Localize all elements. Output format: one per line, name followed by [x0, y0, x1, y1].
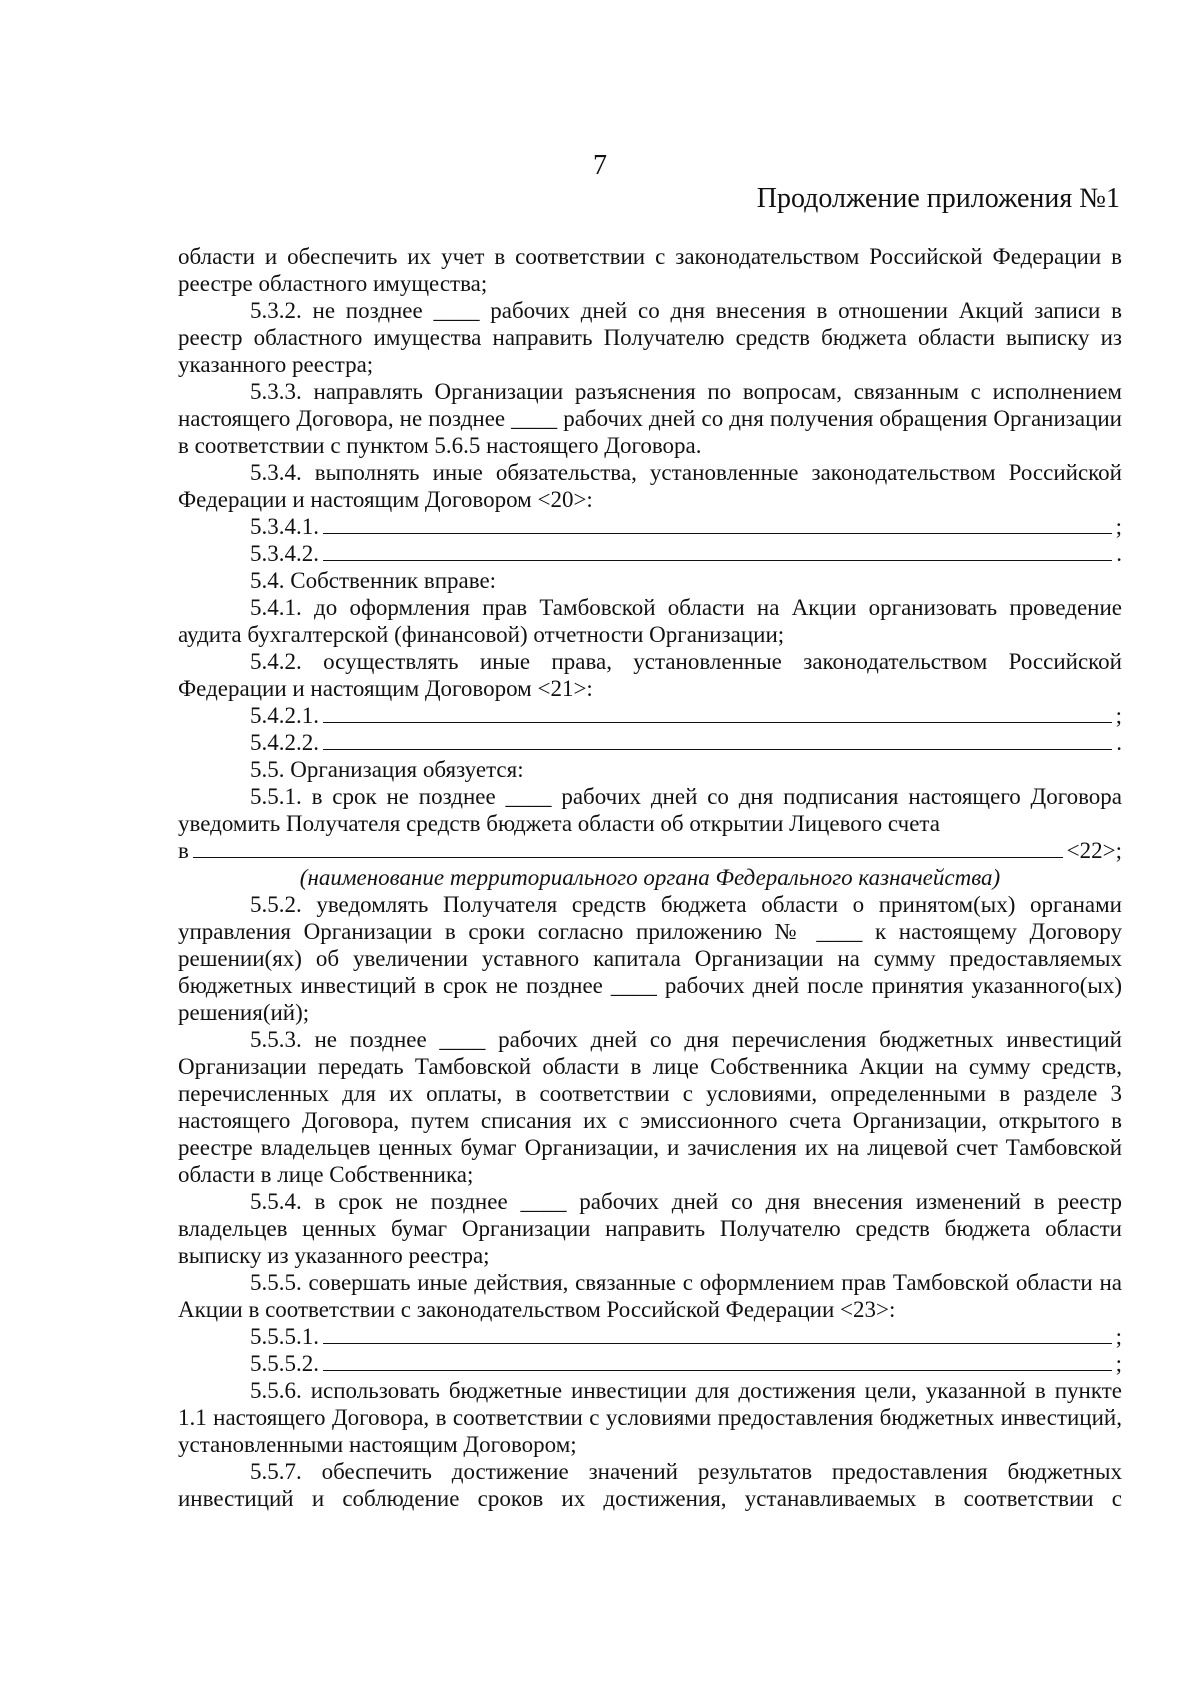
fill-line-treasury [178, 837, 1122, 864]
fill-end: ; [1115, 703, 1122, 728]
blank-line [323, 1324, 1112, 1344]
fill-label: в [178, 838, 189, 863]
fill-line-5-4-2-2 [178, 729, 1122, 756]
fill-line-5-5-5-1 [178, 1323, 1122, 1350]
blank-line [323, 541, 1112, 561]
paragraph: области и обеспечить их учет в соответствии с законодательством Российской Федерации в реестре областного имущества; [178, 244, 1122, 296]
page-number: 7 [593, 150, 607, 181]
blank-line [323, 703, 1112, 723]
fill-label: 5.5.5.2. [250, 1351, 319, 1376]
clause-5-4: 5.4. Собственник вправе: [250, 568, 497, 593]
clause-5-5-3: 5.5.3. не позднее ____ рабочих дней со дня перечисления бюджетных инвестиций Организации передать Тамбовской области в лице Собственника Акции на сумму средств, перечисленных для их оплаты, в соответствии с условиями, определенными в разделе 3 настоящего Договора, путем списания их с эмиссионного счета Организации, открытого в реестре владельцев ценных бумаг Организации, и зачисления их на лицевой счет Тамбовской области в лице Собственника; [178, 1027, 1122, 1187]
clause-5-5-7: 5.5.7. обеспечить достижение значений результатов предоставления бюджетных инвестиций и соблюдение сроков их достижения, устанавливаемых в соответствии с [178, 1459, 1122, 1511]
fill-line-5-5-5-2 [178, 1350, 1122, 1377]
fill-line-5-3-4-2 [178, 540, 1122, 567]
clause-5-4-1: 5.4.1. до оформления прав Тамбовской области на Акции организовать проведение аудита бухгалтерской (финансовой) отчетности Организации; [178, 595, 1122, 647]
fill-line-5-3-4-1 [178, 513, 1122, 540]
blank-line [323, 514, 1112, 534]
fill-label: 5.4.2.1. [250, 703, 319, 728]
clause-5-5-2: 5.5.2. уведомлять Получателя средств бюджета области о принятом(ых) органами управления Организации в сроки согласно приложению № ____ к настоящему Договору решении(ях) об увеличении уставного капитала Организации на сумму предоставляемых бюджетных инвестиций в срок не позднее ____ рабочих дней после принятия указанного(ых) решения(ий); [178, 892, 1122, 1025]
fill-end: ; [1115, 1351, 1122, 1376]
fill-end: . [1116, 541, 1122, 566]
blank-line [323, 1351, 1112, 1371]
fill-label: 5.4.2.2. [250, 730, 319, 755]
fill-end: <22>; [1066, 838, 1122, 863]
fill-end: ; [1115, 1324, 1122, 1349]
blank-line [323, 730, 1112, 750]
fill-end: ; [1115, 514, 1122, 539]
clause-5-5: 5.5. Организация обязуется: [250, 757, 524, 782]
clause-5-5-5: 5.5.5. совершать иные действия, связанные с оформлением прав Тамбовской области на Акции в соответствии с законодательством Российской Федерации <23>: [178, 1270, 1122, 1322]
clause-5-3-3: 5.3.3. направлять Организации разъяснения по вопросам, связанным с исполнением настоящего Договора, не позднее ____ рабочих дней со дня получения обращения Организации в соответствии с пунктом 5.6.5 настоящего Договора. [178, 379, 1122, 458]
fill-label: 5.3.4.2. [250, 541, 319, 566]
clause-5-4-2: 5.4.2. осуществлять иные права, установленные законодательством Российской Федерации и настоящим Договором <21>: [178, 649, 1122, 701]
clause-5-3-2: 5.3.2. не позднее ____ рабочих дней со дня внесения в отношении Акций записи в реестр областного имущества направить Получателю средств бюджета области выписку из указанного реестра; [178, 298, 1122, 377]
clause-5-5-6: 5.5.6. использовать бюджетные инвестиции для достижения цели, указанной в пункте 1.1 настоящего Договора, в соответствии с условиями предоставления бюджетных инвестиций, установленными настоящим Договором; [178, 1378, 1122, 1457]
field-caption: (наименование территориального органа Федерального казначейства) [299, 865, 1001, 890]
document-body [178, 243, 1122, 1512]
fill-end: . [1116, 730, 1122, 755]
fill-label: 5.3.4.1. [250, 514, 319, 539]
fill-label: 5.5.5.1. [250, 1324, 319, 1349]
fill-line-5-4-2-1 [178, 702, 1122, 729]
blank-line [193, 838, 1063, 858]
appendix-heading: Продолжение приложения №1 [756, 183, 1120, 214]
clause-5-5-1: 5.5.1. в срок не позднее ____ рабочих дней со дня подписания настоящего Договора уведомить Получателя средств бюджета области об открытии Лицевого счета [178, 784, 1122, 836]
clause-5-5-4: 5.5.4. в срок не позднее ____ рабочих дней со дня внесения изменений в реестр владельцев ценных бумаг Организации направить Получателю средств бюджета области выписку из указанного реестра; [178, 1189, 1122, 1268]
clause-5-3-4: 5.3.4. выполнять иные обязательства, установленные законодательством Российской Федерации и настоящим Договором <20>: [178, 460, 1122, 512]
